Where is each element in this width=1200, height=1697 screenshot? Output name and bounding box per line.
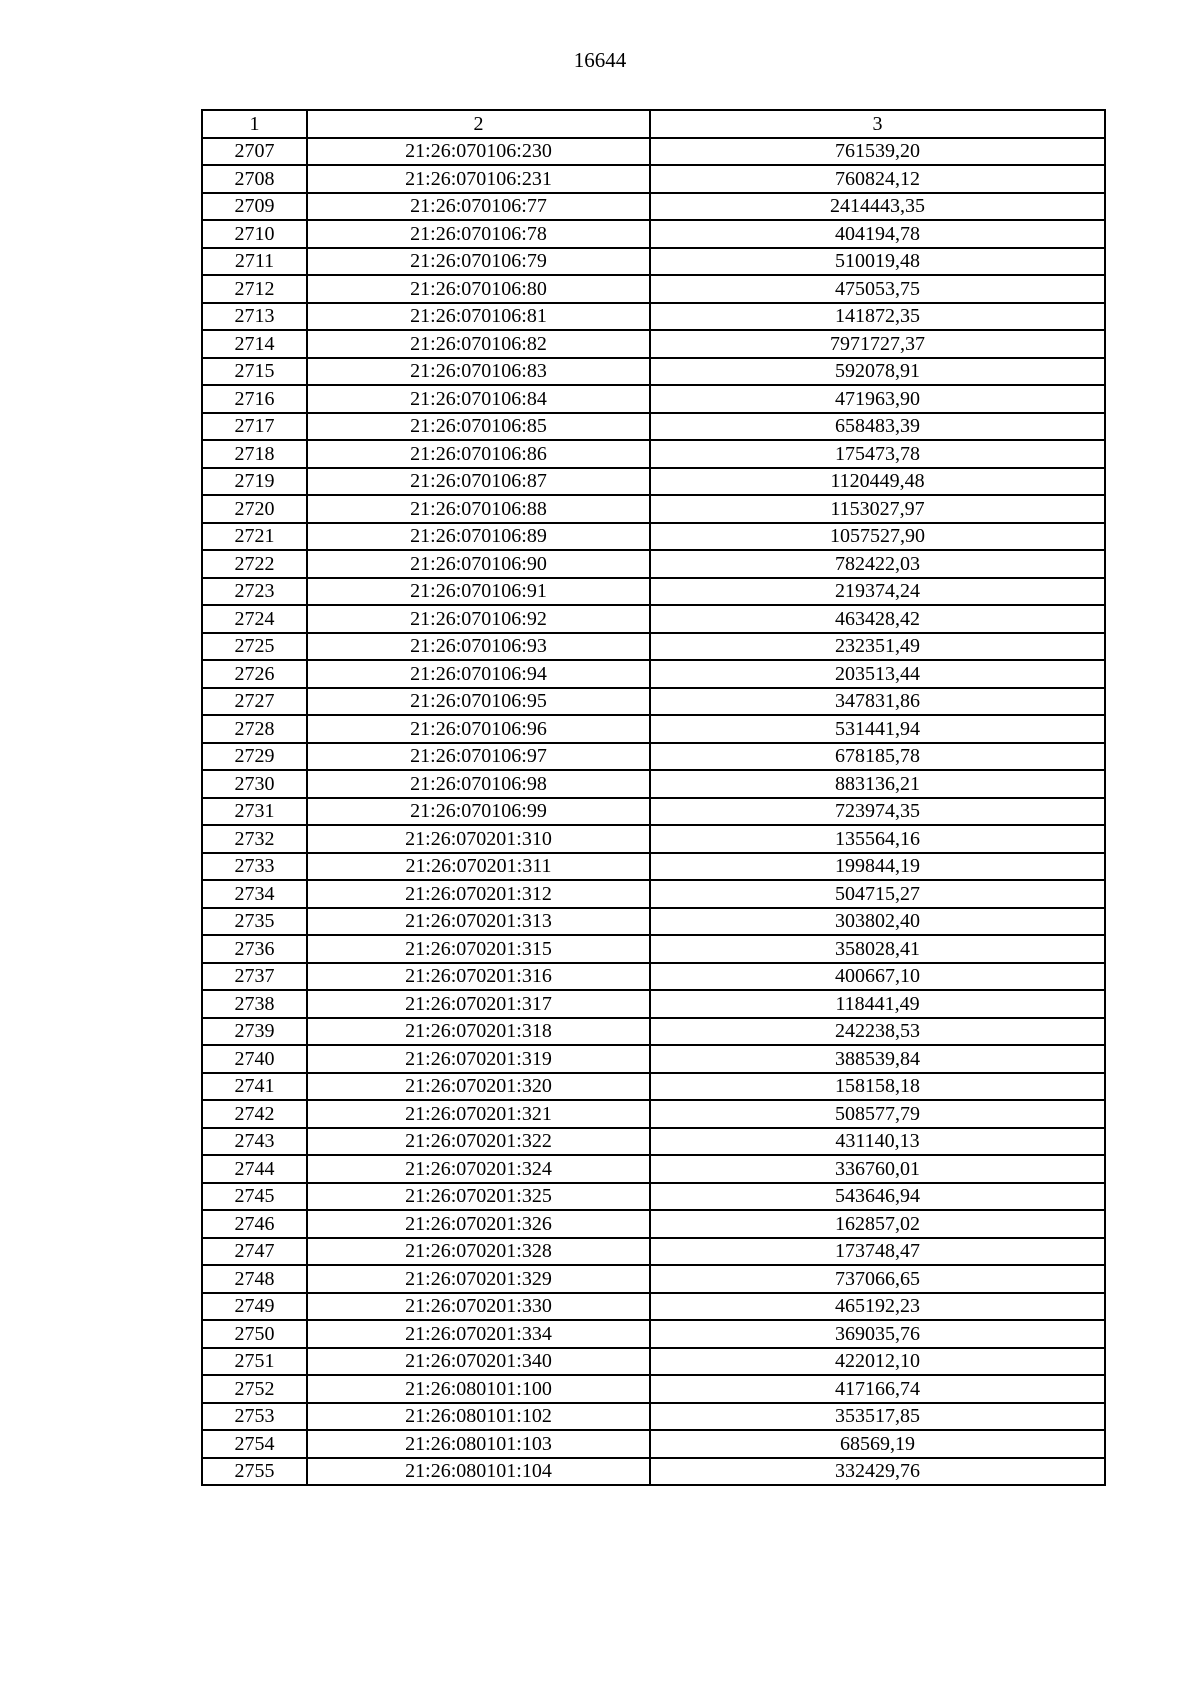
table-row: [202, 1320, 1105, 1348]
table-row: [202, 1430, 1105, 1458]
row-number-cell: 2726: [202, 660, 307, 688]
cadastral-number-cell: 21:26:070201:322: [307, 1128, 650, 1156]
row-number-cell: 2724: [202, 605, 307, 633]
value-cell: 336760,01: [650, 1155, 1105, 1183]
cadastral-number-cell: 21:26:070106:82: [307, 330, 650, 358]
value-cell: 400667,10: [650, 963, 1105, 991]
value-cell: 782422,03: [650, 550, 1105, 578]
table-row: [202, 990, 1105, 1018]
cadastral-number-cell: 21:26:070201:318: [307, 1018, 650, 1046]
row-number-cell: 2754: [202, 1430, 307, 1458]
header-row: [202, 110, 1105, 138]
cadastral-number-cell: 21:26:070106:85: [307, 413, 650, 441]
cadastral-number-cell: 21:26:070106:231: [307, 165, 650, 193]
table-row: [202, 1265, 1105, 1293]
value-cell: 404194,78: [650, 220, 1105, 248]
value-cell: 465192,23: [650, 1293, 1105, 1321]
table-row: [202, 330, 1105, 358]
value-cell: 658483,39: [650, 413, 1105, 441]
table-row: [202, 1210, 1105, 1238]
row-number-cell: 2718: [202, 440, 307, 468]
cadastral-number-cell: 21:26:070201:324: [307, 1155, 650, 1183]
cadastral-number-cell: 21:26:070201:325: [307, 1183, 650, 1211]
row-number-cell: 2738: [202, 990, 307, 1018]
value-cell: 303802,40: [650, 908, 1105, 936]
row-number-cell: 2735: [202, 908, 307, 936]
table-row: [202, 220, 1105, 248]
row-number-cell: 2751: [202, 1348, 307, 1376]
cadastral-number-cell: 21:26:070106:80: [307, 275, 650, 303]
column-header-3: 3: [650, 110, 1105, 138]
cadastral-number-cell: 21:26:070106:90: [307, 550, 650, 578]
cadastral-number-cell: 21:26:070106:81: [307, 303, 650, 331]
cadastral-number-cell: 21:26:080101:104: [307, 1458, 650, 1486]
row-number-cell: 2717: [202, 413, 307, 441]
row-number-cell: 2739: [202, 1018, 307, 1046]
row-number-cell: 2721: [202, 523, 307, 551]
row-number-cell: 2712: [202, 275, 307, 303]
cadastral-number-cell: 21:26:070106:230: [307, 138, 650, 166]
cadastral-number-cell: 21:26:070106:92: [307, 605, 650, 633]
row-number-cell: 2719: [202, 468, 307, 496]
table-row: [202, 1183, 1105, 1211]
table-row: [202, 743, 1105, 771]
table-row: [202, 165, 1105, 193]
value-cell: 358028,41: [650, 935, 1105, 963]
cadastral-number-cell: 21:26:070201:312: [307, 880, 650, 908]
row-number-cell: 2742: [202, 1100, 307, 1128]
row-number-cell: 2707: [202, 138, 307, 166]
row-number-cell: 2755: [202, 1458, 307, 1486]
cadastral-number-cell: 21:26:070201:334: [307, 1320, 650, 1348]
cadastral-number-cell: 21:26:070201:329: [307, 1265, 650, 1293]
table-row: [202, 963, 1105, 991]
value-cell: 332429,76: [650, 1458, 1105, 1486]
table-row: [202, 1238, 1105, 1266]
row-number-cell: 2737: [202, 963, 307, 991]
table-row: [202, 495, 1105, 523]
table-header: [202, 110, 1105, 138]
cadastral-number-cell: 21:26:070106:86: [307, 440, 650, 468]
row-number-cell: 2714: [202, 330, 307, 358]
row-number-cell: 2720: [202, 495, 307, 523]
row-number-cell: 2752: [202, 1375, 307, 1403]
value-cell: 463428,42: [650, 605, 1105, 633]
table-row: [202, 275, 1105, 303]
table-row: [202, 248, 1105, 276]
value-cell: 737066,65: [650, 1265, 1105, 1293]
cadastral-number-cell: 21:26:070201:313: [307, 908, 650, 936]
table-row: [202, 908, 1105, 936]
row-number-cell: 2710: [202, 220, 307, 248]
value-cell: 68569,19: [650, 1430, 1105, 1458]
cadastral-number-cell: 21:26:070106:88: [307, 495, 650, 523]
table-row: [202, 523, 1105, 551]
row-number-cell: 2729: [202, 743, 307, 771]
value-cell: 1153027,97: [650, 495, 1105, 523]
row-number-cell: 2749: [202, 1293, 307, 1321]
cadastral-number-cell: 21:26:070201:310: [307, 825, 650, 853]
row-number-cell: 2740: [202, 1045, 307, 1073]
value-cell: 199844,19: [650, 853, 1105, 881]
value-cell: 135564,16: [650, 825, 1105, 853]
value-cell: 173748,47: [650, 1238, 1105, 1266]
value-cell: 883136,21: [650, 770, 1105, 798]
row-number-cell: 2725: [202, 633, 307, 661]
row-number-cell: 2734: [202, 880, 307, 908]
row-number-cell: 2746: [202, 1210, 307, 1238]
table-row: [202, 688, 1105, 716]
table-row: [202, 1375, 1105, 1403]
row-number-cell: 2733: [202, 853, 307, 881]
row-number-cell: 2715: [202, 358, 307, 386]
value-cell: 431140,13: [650, 1128, 1105, 1156]
table-row: [202, 880, 1105, 908]
value-cell: 723974,35: [650, 798, 1105, 826]
cadastral-number-cell: 21:26:070201:316: [307, 963, 650, 991]
row-number-cell: 2744: [202, 1155, 307, 1183]
cadastral-number-cell: 21:26:070106:89: [307, 523, 650, 551]
cadastral-number-cell: 21:26:070106:98: [307, 770, 650, 798]
row-number-cell: 2713: [202, 303, 307, 331]
cadastral-number-cell: 21:26:070106:78: [307, 220, 650, 248]
cadastral-number-cell: 21:26:070106:79: [307, 248, 650, 276]
row-number-cell: 2747: [202, 1238, 307, 1266]
table-row: [202, 468, 1105, 496]
value-cell: 175473,78: [650, 440, 1105, 468]
table-row: [202, 660, 1105, 688]
table-row: [202, 303, 1105, 331]
value-cell: 543646,94: [650, 1183, 1105, 1211]
value-cell: 162857,02: [650, 1210, 1105, 1238]
table-row: [202, 715, 1105, 743]
table-row: [202, 798, 1105, 826]
row-number-cell: 2741: [202, 1073, 307, 1101]
table-row: [202, 138, 1105, 166]
cadastral-number-cell: 21:26:070106:94: [307, 660, 650, 688]
table-row: [202, 1458, 1105, 1486]
value-cell: 158158,18: [650, 1073, 1105, 1101]
table-row: [202, 935, 1105, 963]
value-cell: 203513,44: [650, 660, 1105, 688]
cadastral-number-cell: 21:26:070201:320: [307, 1073, 650, 1101]
table-row: [202, 413, 1105, 441]
table-row: [202, 1128, 1105, 1156]
value-cell: 347831,86: [650, 688, 1105, 716]
row-number-cell: 2748: [202, 1265, 307, 1293]
cadastral-number-cell: 21:26:070106:91: [307, 578, 650, 606]
cadastral-number-cell: 21:26:070201:326: [307, 1210, 650, 1238]
value-cell: 504715,27: [650, 880, 1105, 908]
row-number-cell: 2716: [202, 385, 307, 413]
row-number-cell: 2750: [202, 1320, 307, 1348]
row-number-cell: 2745: [202, 1183, 307, 1211]
cadastral-number-cell: 21:26:070106:96: [307, 715, 650, 743]
value-cell: 508577,79: [650, 1100, 1105, 1128]
cadastral-number-cell: 21:26:070201:330: [307, 1293, 650, 1321]
cadastral-number-cell: 21:26:070106:99: [307, 798, 650, 826]
row-number-cell: 2727: [202, 688, 307, 716]
value-cell: 592078,91: [650, 358, 1105, 386]
table-row: [202, 1018, 1105, 1046]
row-number-cell: 2728: [202, 715, 307, 743]
value-cell: 471963,90: [650, 385, 1105, 413]
value-cell: 422012,10: [650, 1348, 1105, 1376]
value-cell: 369035,76: [650, 1320, 1105, 1348]
row-number-cell: 2709: [202, 193, 307, 221]
table-row: [202, 770, 1105, 798]
table-row: [202, 193, 1105, 221]
table-row: [202, 605, 1105, 633]
value-cell: 531441,94: [650, 715, 1105, 743]
table-row: [202, 825, 1105, 853]
value-cell: 417166,74: [650, 1375, 1105, 1403]
value-cell: 678185,78: [650, 743, 1105, 771]
row-number-cell: 2731: [202, 798, 307, 826]
table-row: [202, 1073, 1105, 1101]
value-cell: 761539,20: [650, 138, 1105, 166]
value-cell: 118441,49: [650, 990, 1105, 1018]
row-number-cell: 2730: [202, 770, 307, 798]
table-row: [202, 633, 1105, 661]
row-number-cell: 2722: [202, 550, 307, 578]
table-row: [202, 358, 1105, 386]
column-header-1: 1: [202, 110, 307, 138]
table-row: [202, 853, 1105, 881]
row-number-cell: 2708: [202, 165, 307, 193]
cadastral-number-cell: 21:26:070201:328: [307, 1238, 650, 1266]
cadastral-number-cell: 21:26:070106:93: [307, 633, 650, 661]
cadastral-number-cell: 21:26:070201:311: [307, 853, 650, 881]
cadastral-number-cell: 21:26:070106:77: [307, 193, 650, 221]
cadastral-number-cell: 21:26:070201:321: [307, 1100, 650, 1128]
table-body: [202, 138, 1105, 1486]
table-row: [202, 1348, 1105, 1376]
value-cell: 219374,24: [650, 578, 1105, 606]
row-number-cell: 2736: [202, 935, 307, 963]
table-row: [202, 1155, 1105, 1183]
cadastral-number-cell: 21:26:070201:315: [307, 935, 650, 963]
row-number-cell: 2711: [202, 248, 307, 276]
value-cell: 760824,12: [650, 165, 1105, 193]
row-number-cell: 2732: [202, 825, 307, 853]
table-row: [202, 1293, 1105, 1321]
cadastral-number-cell: 21:26:070106:87: [307, 468, 650, 496]
value-cell: 475053,75: [650, 275, 1105, 303]
row-number-cell: 2753: [202, 1403, 307, 1431]
value-cell: 388539,84: [650, 1045, 1105, 1073]
cadastral-number-cell: 21:26:080101:100: [307, 1375, 650, 1403]
value-cell: 7971727,37: [650, 330, 1105, 358]
cadastral-number-cell: 21:26:070106:97: [307, 743, 650, 771]
data-table: [201, 109, 1106, 1486]
table-row: [202, 578, 1105, 606]
row-number-cell: 2743: [202, 1128, 307, 1156]
table-row: [202, 385, 1105, 413]
row-number-cell: 2723: [202, 578, 307, 606]
value-cell: 353517,85: [650, 1403, 1105, 1431]
table-row: [202, 1100, 1105, 1128]
table-row: [202, 1045, 1105, 1073]
table-row: [202, 440, 1105, 468]
cadastral-number-cell: 21:26:080101:103: [307, 1430, 650, 1458]
value-cell: 242238,53: [650, 1018, 1105, 1046]
value-cell: 2414443,35: [650, 193, 1105, 221]
value-cell: 1120449,48: [650, 468, 1105, 496]
cadastral-number-cell: 21:26:070201:319: [307, 1045, 650, 1073]
value-cell: 1057527,90: [650, 523, 1105, 551]
cadastral-number-cell: 21:26:070201:340: [307, 1348, 650, 1376]
cadastral-number-cell: 21:26:070201:317: [307, 990, 650, 1018]
cadastral-number-cell: 21:26:070106:84: [307, 385, 650, 413]
table-row: [202, 550, 1105, 578]
table-row: [202, 1403, 1105, 1431]
value-cell: 232351,49: [650, 633, 1105, 661]
cadastral-number-cell: 21:26:070106:83: [307, 358, 650, 386]
page-number: 16644: [573, 48, 627, 72]
cadastral-number-cell: 21:26:080101:102: [307, 1403, 650, 1431]
value-cell: 510019,48: [650, 248, 1105, 276]
cadastral-number-cell: 21:26:070106:95: [307, 688, 650, 716]
column-header-2: 2: [307, 110, 650, 138]
value-cell: 141872,35: [650, 303, 1105, 331]
